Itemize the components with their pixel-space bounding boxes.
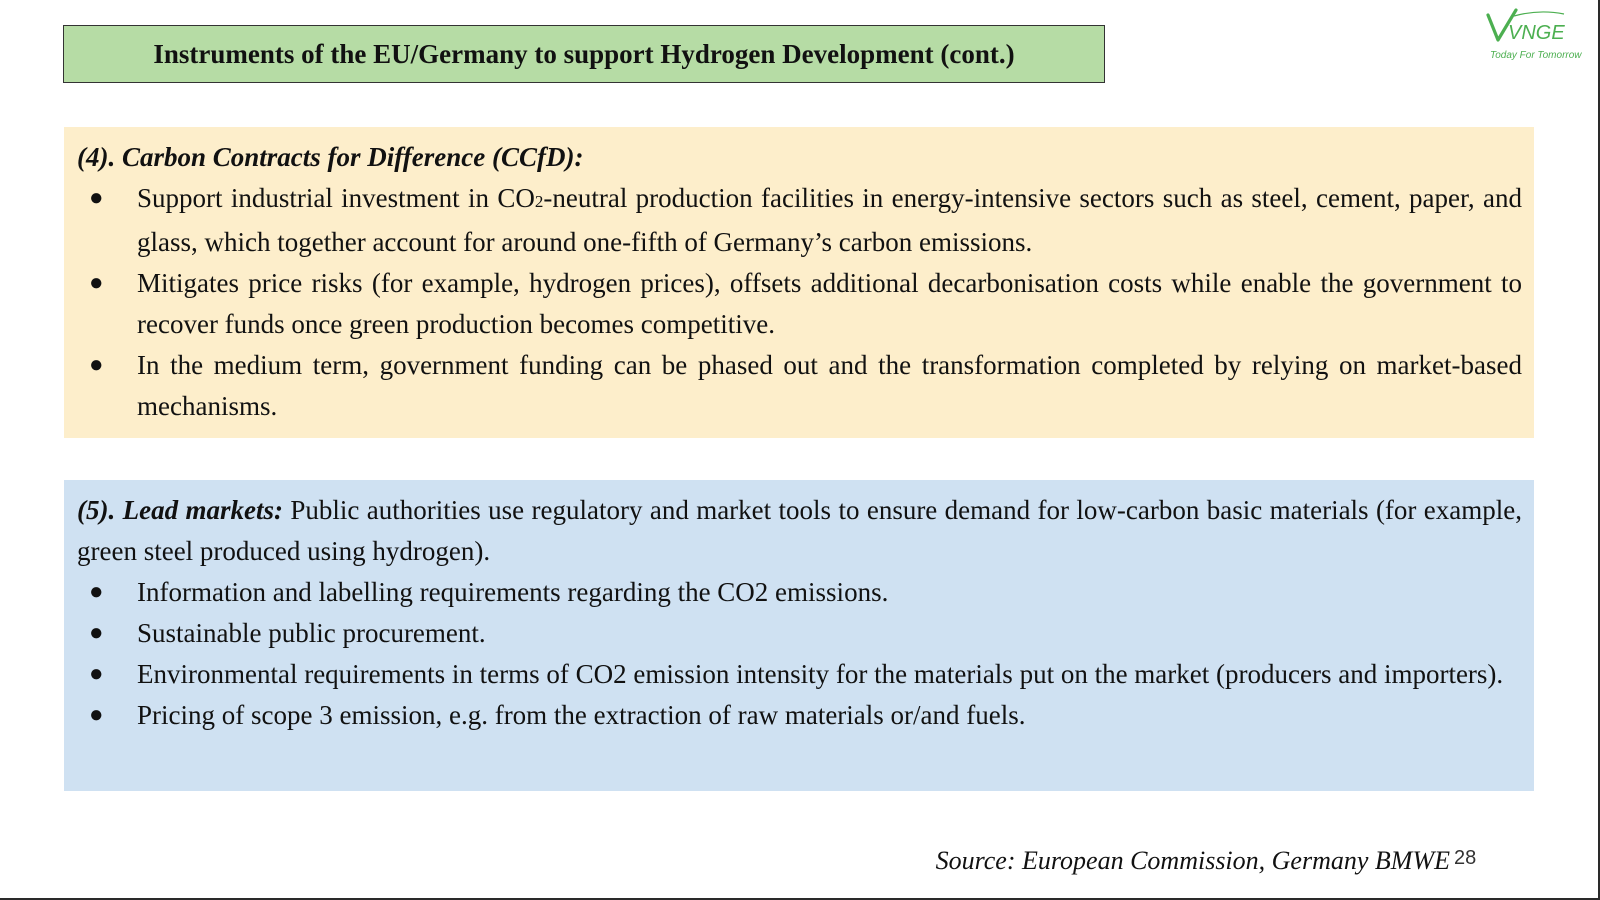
bullet-dot: ● <box>89 620 104 646</box>
list-item: ● Information and labelling requirements regarding the CO2 emissions. <box>77 572 1522 613</box>
logo-brand-text: VNGE <box>1508 22 1565 44</box>
bullet-dot: ● <box>89 185 104 211</box>
page-number: 28 <box>1454 847 1477 869</box>
lead-markets-intro: (5). Lead markets: Public authorities use regulatory and market tools to ensure demand for low-carbon basic materials (for example, green steel produced using hydrogen). <box>77 495 1523 566</box>
bullet-dot: ● <box>89 661 104 687</box>
lead-markets-heading: (5). Lead markets: <box>77 495 283 525</box>
ccfd-heading: (4). Carbon Contracts for Difference (CCfD): <box>77 142 584 172</box>
list-item: ● Mitigates price risks (for example, hydrogen prices), offsets additional decarbonisation costs while enable the government to recover funds once green production becomes competitive. <box>77 263 1522 345</box>
ccfd-bullet-list <box>77 178 1522 427</box>
lead-markets-panel <box>64 480 1534 791</box>
bullet-dot: ● <box>89 579 104 605</box>
list-item: ● Environmental requirements in terms of CO2 emission intensity for the materials put on the market (producers and importers). <box>77 654 1522 695</box>
list-item: ● Pricing of scope 3 emission, e.g. from the extraction of raw materials or/and fuels. <box>77 695 1522 736</box>
list-item: ● Support industrial investment in CO2-neutral production facilities in energy-intensive sectors such as steel, cement, paper, and glass, which together account for around one-fifth of Germany’s carbon emissions. <box>77 178 1522 263</box>
bullet-dot: ● <box>89 270 104 296</box>
ccfd-panel <box>64 127 1534 438</box>
bullet-dot: ● <box>89 702 104 728</box>
slide-title: Instruments of the EU/Germany to support Hydrogen Development (cont.) <box>63 25 1105 83</box>
list-item: ● Sustainable public procurement. <box>77 613 1522 654</box>
lead-markets-bullet-list <box>77 572 1522 736</box>
vnge-logo <box>1484 6 1596 62</box>
list-item: ● In the medium term, government funding can be phased out and the transformation completed by relying on market-based mechanisms. <box>77 345 1522 427</box>
bullet-dot: ● <box>89 352 104 378</box>
logo-tagline: Today For Tomorrow <box>1490 50 1582 61</box>
source-citation: Source: European Commission, Germany BMWE <box>935 846 1450 875</box>
